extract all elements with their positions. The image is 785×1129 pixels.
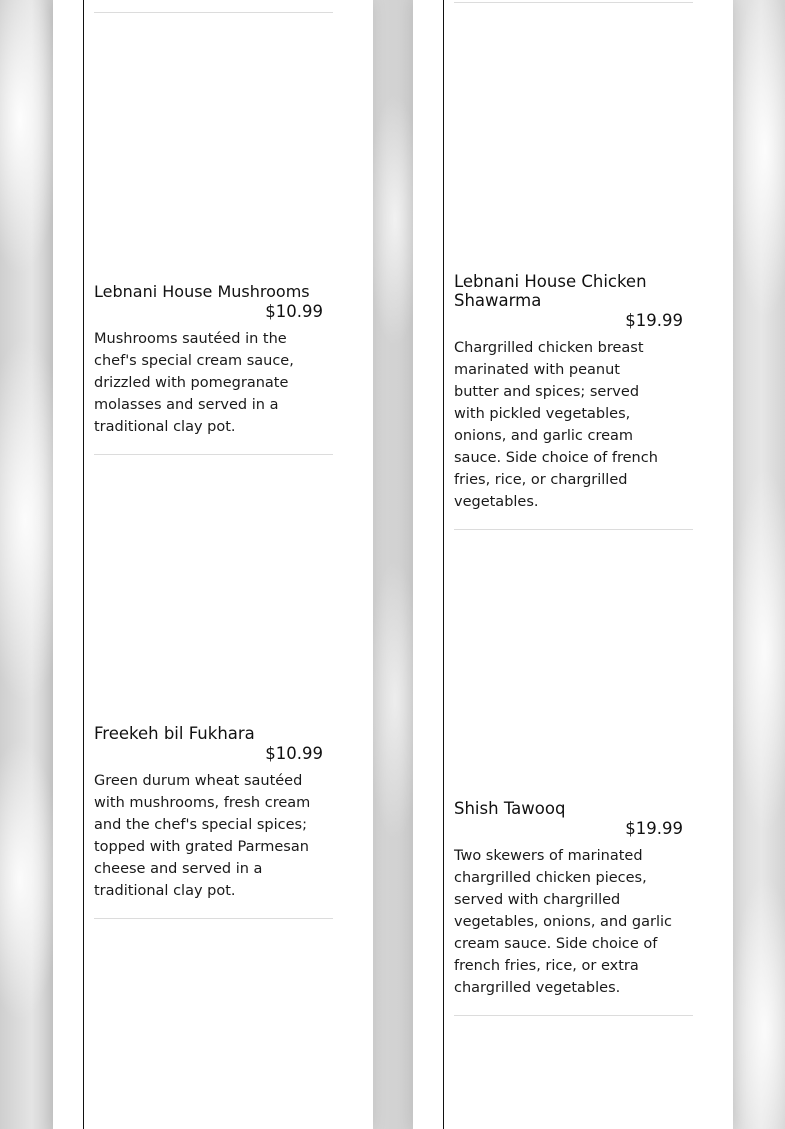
menu-item-title: Lebnani House Chicken Shawarma [454,272,647,310]
divider [94,12,333,13]
menu-item-description: Green durum wheat sautéed with mushrooms, fresh cream and the chef's special spices; topped with grated Parmesan cheese and served in a traditional clay pot. [94,773,311,899]
divider [94,454,333,455]
column-border-left [83,0,84,1129]
column-border-right [443,0,444,1129]
divider [454,529,693,530]
menu-item-price: $19.99 [625,819,683,838]
divider [454,1015,693,1016]
menu-item-title: Freekeh bil Fukhara [94,724,255,743]
menu-item-image[interactable] [454,15,693,260]
menu-item-description: Two skewers of marinated chargrilled chicken pieces, served with chargrilled vegetables, onions, and garlic cream sauce. Side choice of french fries, rice, or extra chargrilled vegetables. [454,848,673,996]
menu-item-price: $19.99 [625,311,683,330]
divider [94,918,333,919]
menu-item-image[interactable] [454,543,693,788]
menu-item-title: Lebnani House Mushrooms [94,282,310,301]
divider [454,2,693,3]
menu-item-title: Shish Tawooq [454,799,566,818]
menu-item-price: $10.99 [265,302,323,321]
menu-item-image[interactable] [94,932,333,1129]
menu-item-image[interactable] [94,25,333,270]
menu-item-image[interactable] [94,468,333,713]
menu-item-price: $10.99 [265,744,323,763]
menu-item-image[interactable] [454,1029,693,1129]
menu-item-description: Chargrilled chicken breast marinated with peanut butter and spices; served with pickled vegetables, onions, and garlic cream sauce. Side choice of french fries, rice, or chargrilled vegetables. [454,340,658,510]
menu-item-description: Mushrooms sautéed in the chef's special cream sauce, drizzled with pomegranate molasses and served in a traditional clay pot. [94,331,294,435]
